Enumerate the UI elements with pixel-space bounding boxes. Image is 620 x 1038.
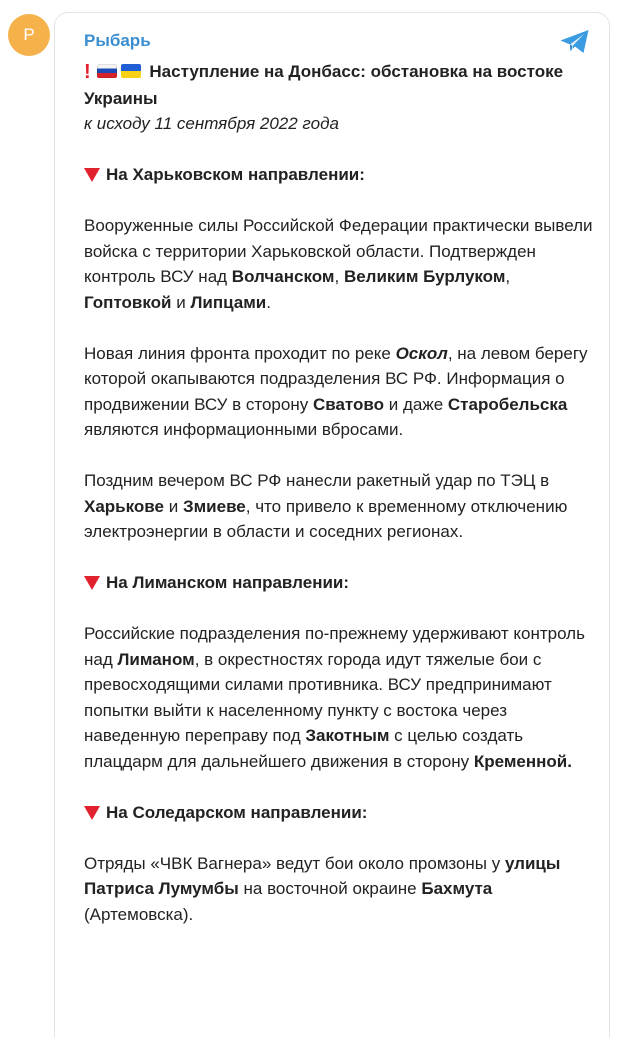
place-lumumba-street: улицы Патриса Лумумбы [84, 853, 561, 898]
ukraine-flag-icon [121, 64, 141, 78]
section-header-kharkov: На Харьковском направлении: [84, 162, 594, 188]
post-title: Наступление на Донбасс: обстановка на востоке Украины [84, 62, 564, 108]
place-kharkov: Харькове [84, 496, 164, 516]
place-zmiev: Змиеве [182, 496, 246, 516]
place-liptsy: Липцами [190, 292, 267, 312]
place-zakotnoe: Закотным [305, 726, 390, 745]
place-liman: Лиманом [117, 649, 195, 669]
place-svatovo: Сватово [312, 394, 385, 414]
red-triangle-down-icon [84, 806, 100, 820]
red-triangle-down-icon [84, 576, 100, 590]
post-card [54, 12, 610, 1038]
red-triangle-down-icon [84, 168, 100, 182]
telegram-plane-icon[interactable] [559, 29, 591, 55]
place-starobelsk: Старобельска [447, 394, 568, 414]
paragraph-kharkov-3: Поздним вечером ВС РФ нанесли ракетный удар по ТЭЦ в Харькове и Змиеве, что привело к временному отключению электроэнергии в области и соседних регионах. [84, 471, 568, 541]
section-header-liman: На Лиманском направлении: [84, 570, 594, 596]
russia-flag-icon [97, 64, 117, 78]
post-header [84, 59, 594, 137]
paragraph-kharkov-1: Вооруженные силы Российской Федерации практически вывели войска с территории Харьковской области. Подтвержден контроль ВСУ над Волчанском, Великим Бурлуком, Гоптовкой и Липцами. [84, 216, 593, 312]
place-kremennaya: Кременной. [473, 751, 572, 771]
place-velikiy-burluk: Великим Бурлуком [343, 267, 506, 286]
post-title-line [84, 62, 563, 108]
post-date: к исходу 11 сентября 2022 года [84, 114, 339, 133]
paragraph-kharkov-2: Новая линия фронта проходит по реке Оскол, на левом берегу которой окапываются подразделения ВС РФ. Информация о продвижении ВСУ в сторону Сватово и даже Старобельска являются информационными вбросами. [84, 343, 588, 439]
place-goptovka: Гоптовкой [84, 292, 172, 312]
place-volchansk: Волчанском [231, 267, 335, 286]
post-content [84, 59, 594, 953]
paragraph-soledar-1: Отряды «ЧВК Вагнера» ведут бои около промзоны у улицы Патриса Лумумбы на восточной окраине Бахмута (Артемовска). [84, 853, 561, 924]
channel-avatar[interactable] [8, 14, 50, 56]
paragraph-liman-1: Российские подразделения по-прежнему удерживают контроль над Лиманом, в окрестностях города идут тяжелые бои с превосходящими силами противника. ВСУ предпринимают попытки выйти к населенному пункту с востока через наведенную переправу под Закотным с целью создать плацдарм для дальнейшего движения в сторону Кременной. [84, 624, 585, 771]
place-oskol: Оскол [395, 343, 448, 363]
red-exclamation-icon: ! [84, 61, 91, 83]
section-header-soledar: На Соледарском направлении: [84, 800, 594, 826]
avatar-letter: Р [23, 25, 35, 44]
place-bakhmut: Бахмута [421, 879, 493, 898]
channel-name[interactable]: Рыбарь [84, 31, 151, 50]
